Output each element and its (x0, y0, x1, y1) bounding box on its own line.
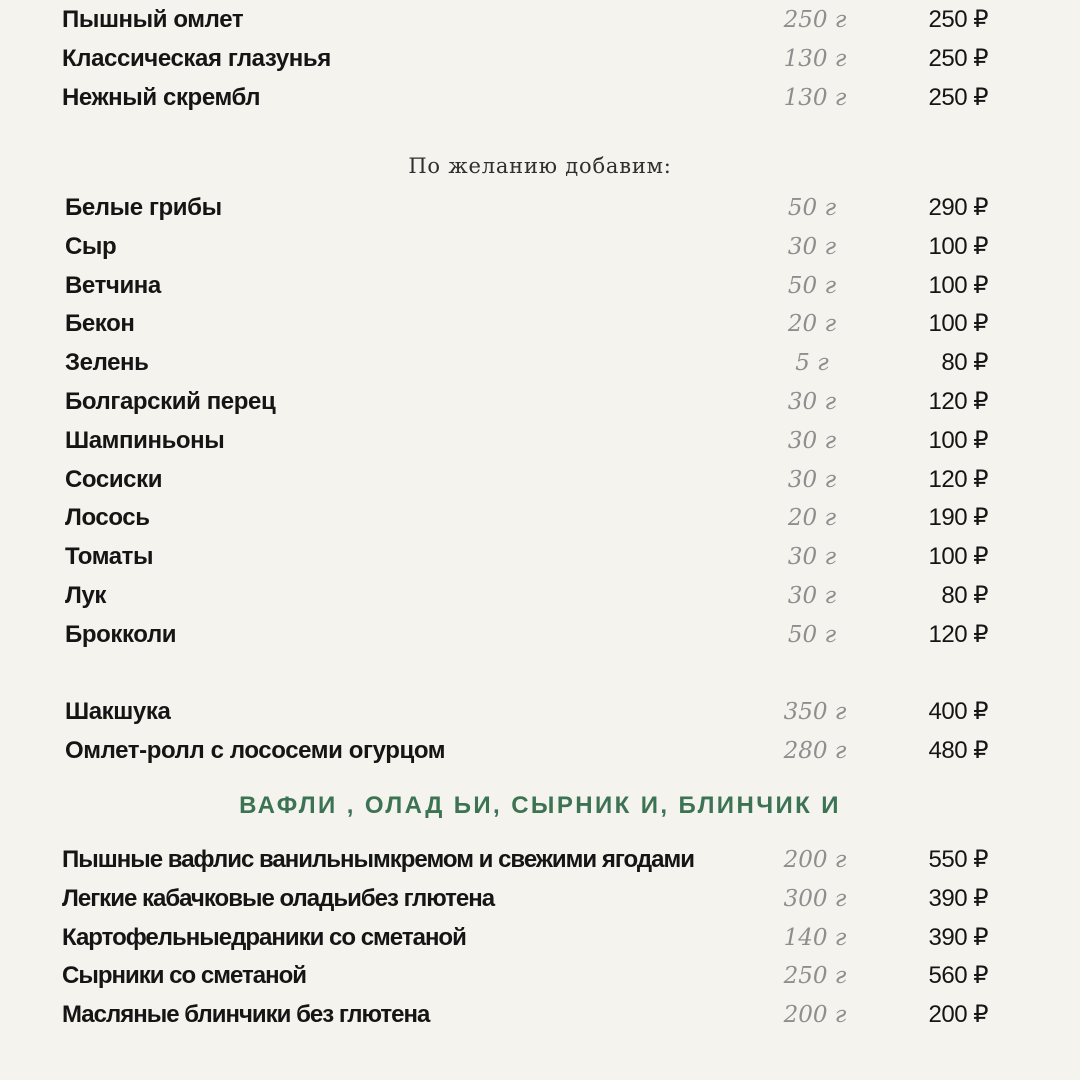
addon-weight: 5 г (795, 350, 829, 376)
addon-row (0, 189, 1080, 227)
addon-name: Ветчина (65, 272, 161, 299)
menu-row (0, 841, 1080, 879)
dish-price: 250 ₽ (928, 45, 988, 72)
addon-name: Сосиски (65, 466, 163, 493)
menu-row (0, 732, 1080, 770)
dish-price: 560 ₽ (928, 962, 988, 989)
addon-name: Бекон (65, 310, 135, 337)
menu-row (0, 1, 1080, 39)
menu-row (0, 693, 1080, 731)
addon-row (0, 383, 1080, 421)
dish-price: 390 ₽ (928, 885, 988, 912)
addon-row (0, 305, 1080, 343)
addon-row (0, 267, 1080, 305)
menu-row (0, 880, 1080, 918)
addon-price: 80 ₽ (941, 349, 988, 376)
dish-name: Масляные блинчики без глютена (62, 1001, 430, 1028)
addons-heading: По желанию добавим: (408, 154, 672, 178)
addon-weight: 30 г (787, 234, 837, 260)
addon-price: 190 ₽ (928, 504, 988, 531)
dish-price: 250 ₽ (928, 6, 988, 33)
dish-name: Шакшука (65, 698, 171, 725)
dish-weight: 200 г (783, 847, 847, 873)
menu-row (0, 919, 1080, 957)
dish-price: 400 ₽ (928, 698, 988, 725)
addon-price: 80 ₽ (941, 582, 988, 609)
menu-row (0, 957, 1080, 995)
dish-name: Пышные вафлис ванильнымкремом и свежими ягодами (62, 846, 694, 873)
addon-price: 100 ₽ (928, 310, 988, 337)
addon-price: 100 ₽ (928, 233, 988, 260)
addon-price: 290 ₽ (928, 194, 988, 221)
dish-name: Омлет-ролл с лососеми огурцом (65, 737, 446, 764)
addon-price: 100 ₽ (928, 543, 988, 570)
addon-weight: 50 г (787, 195, 837, 221)
dish-name: Классическая глазунья (62, 45, 331, 72)
addon-row (0, 538, 1080, 576)
dish-weight: 130 г (783, 85, 847, 111)
addon-row (0, 577, 1080, 615)
dish-name: Легкие кабачковые оладьибез глютена (62, 885, 495, 912)
dish-price: 550 ₽ (928, 846, 988, 873)
addon-price: 120 ₽ (928, 621, 988, 648)
dish-price: 480 ₽ (928, 737, 988, 764)
addon-weight: 30 г (787, 583, 837, 609)
menu-row (0, 79, 1080, 117)
dish-weight: 130 г (783, 46, 847, 72)
addon-row (0, 422, 1080, 460)
addon-weight: 50 г (787, 622, 837, 648)
addon-weight: 20 г (787, 505, 837, 531)
dish-name: Пышный омлет (62, 6, 244, 33)
menu-row (0, 40, 1080, 78)
addon-name: Болгарский перец (65, 388, 276, 415)
dish-name: Сырники со сметаной (62, 962, 306, 989)
addon-name: Зелень (65, 349, 149, 376)
menu-row (0, 996, 1080, 1034)
addon-row (0, 499, 1080, 537)
addon-weight: 30 г (787, 544, 837, 570)
addon-price: 120 ₽ (928, 466, 988, 493)
dish-weight: 250 г (783, 963, 847, 989)
addon-row (0, 344, 1080, 382)
dish-weight: 200 г (783, 1002, 847, 1028)
dish-name: Картофельныедраники со сметаной (62, 924, 466, 951)
addon-price: 100 ₽ (928, 427, 988, 454)
dish-price: 390 ₽ (928, 924, 988, 951)
addon-name: Лук (65, 582, 106, 609)
addon-row (0, 461, 1080, 499)
addon-row (0, 616, 1080, 654)
addon-weight: 30 г (787, 428, 837, 454)
dish-weight: 350 г (783, 699, 847, 725)
dish-weight: 300 г (783, 886, 847, 912)
dish-weight: 140 г (783, 925, 847, 951)
addon-name: Сыр (65, 233, 117, 260)
addon-price: 120 ₽ (928, 388, 988, 415)
addon-weight: 30 г (787, 467, 837, 493)
addon-weight: 30 г (787, 389, 837, 415)
addon-name: Шампиньоны (65, 427, 225, 454)
addon-price: 100 ₽ (928, 272, 988, 299)
addon-weight: 50 г (787, 273, 837, 299)
dish-name: Нежный скрембл (62, 84, 261, 111)
dish-price: 250 ₽ (928, 84, 988, 111)
section-heading: ВАФЛИ , ОЛАД ЬИ, СЫРНИК И, БЛИНЧИК И (239, 792, 841, 819)
dish-price: 200 ₽ (928, 1001, 988, 1028)
addon-name: Белые грибы (65, 194, 222, 221)
dish-weight: 250 г (783, 7, 847, 33)
addon-name: Брокколи (65, 621, 177, 648)
addon-name: Томаты (65, 543, 154, 570)
addon-name: Лосось (65, 504, 150, 531)
addon-weight: 20 г (787, 311, 837, 337)
addon-row (0, 228, 1080, 266)
dish-weight: 280 г (783, 738, 847, 764)
